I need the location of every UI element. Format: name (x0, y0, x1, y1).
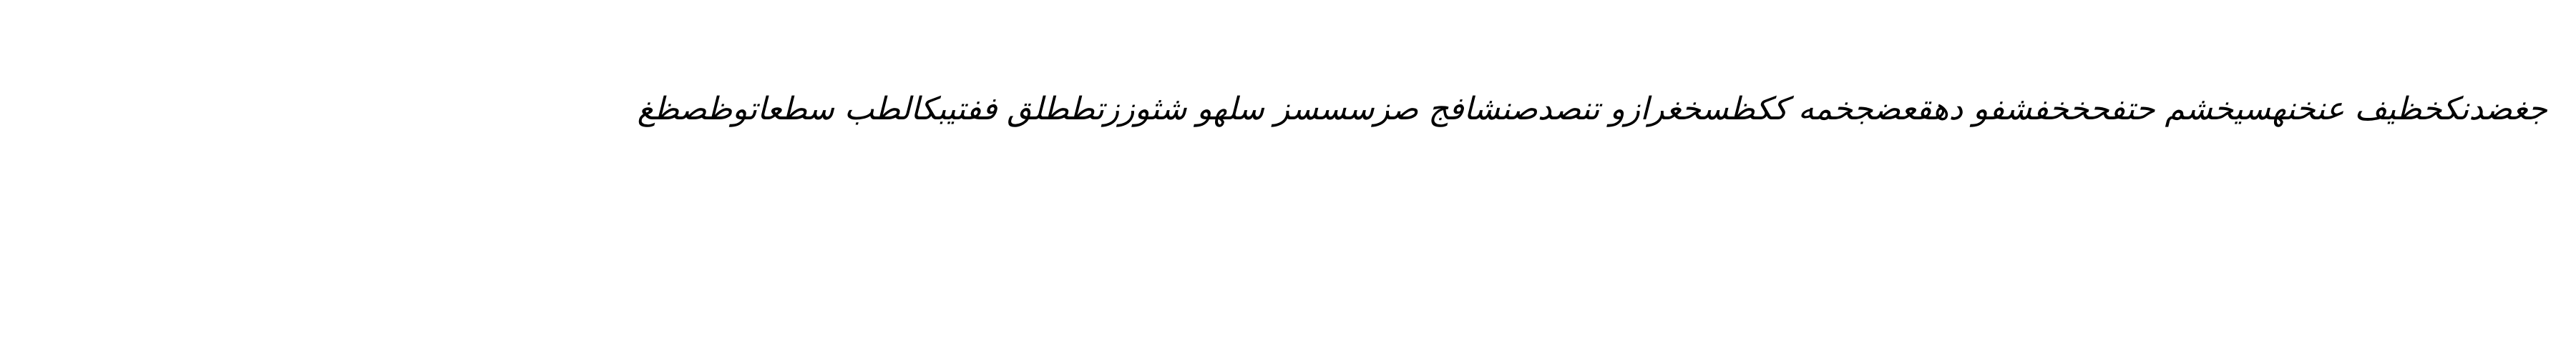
handwritten-text-line: جغضدنكخظيف عنخنهسيخشم حتفحخخفشفو دهقعضجخمه ككظسخغرازو تنصدصنشافج صزسسسز سلهو شثوززتططلق ففتيبكالطب سطعاتوظصظغ (637, 91, 2547, 127)
